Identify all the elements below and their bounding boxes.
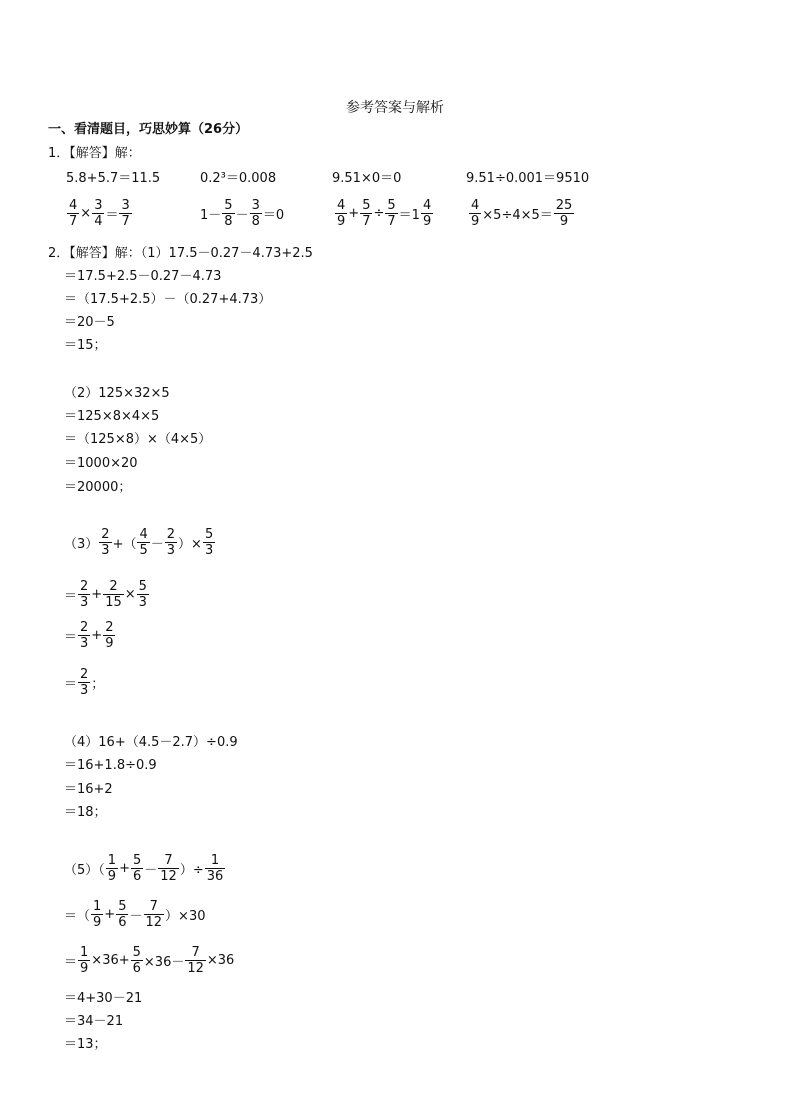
fraction-denominator: 12 xyxy=(187,961,204,976)
fraction-numerator: 5 xyxy=(118,899,127,914)
q2-p5-step-2 xyxy=(64,899,205,930)
q1-label: 1．【解答】解： xyxy=(48,146,141,161)
q1-calc-3: 9.51×0＝0 xyxy=(332,171,402,186)
q1-frac-calc-4 xyxy=(468,198,575,229)
expr-text: ）÷ xyxy=(179,863,204,878)
fraction xyxy=(99,527,111,558)
fraction xyxy=(158,853,179,884)
fraction xyxy=(78,945,90,976)
fraction-numerator: 5 xyxy=(132,853,142,868)
fraction-denominator: 36 xyxy=(206,869,224,884)
fraction-denominator: 7 xyxy=(362,214,371,229)
fraction xyxy=(137,579,149,610)
expr-text: ＝ xyxy=(105,208,119,223)
fraction-denominator: 4 xyxy=(94,214,103,229)
fraction-numerator: 25 xyxy=(555,198,573,213)
expr-text: × xyxy=(124,587,136,602)
fraction xyxy=(421,198,433,229)
fraction xyxy=(250,198,262,229)
fraction-denominator: 9 xyxy=(80,961,89,976)
fraction-denominator: 9 xyxy=(471,214,480,229)
expr-text: － xyxy=(144,863,158,878)
fraction xyxy=(78,579,90,610)
fraction xyxy=(78,620,90,651)
expr-text: ×36－ xyxy=(143,955,185,970)
fraction-denominator: 6 xyxy=(132,869,142,884)
fraction-denominator: 15 xyxy=(105,595,122,610)
fraction-numerator: 5 xyxy=(362,198,371,213)
expr-text: ）×30 xyxy=(165,909,206,924)
fraction xyxy=(106,853,118,884)
expr-text: － xyxy=(235,208,249,223)
expr-text: + xyxy=(348,206,360,221)
fraction-numerator: 4 xyxy=(422,198,432,213)
q1-frac-calc-2 xyxy=(200,198,284,229)
fraction-numerator: 2 xyxy=(80,667,89,682)
fraction-numerator: 7 xyxy=(164,853,173,868)
expr-text: ）× xyxy=(178,537,202,552)
fraction-denominator: 3 xyxy=(101,543,110,558)
fraction-denominator: 12 xyxy=(145,915,163,930)
expr-text: （3） xyxy=(64,537,99,552)
fraction-denominator: 3 xyxy=(166,543,176,558)
q1-frac-calc-3 xyxy=(334,198,434,229)
q2-p1-step-2: ＝（17.5+2.5）－（0.27+4.73） xyxy=(64,292,272,307)
fraction-numerator: 1 xyxy=(210,853,220,868)
expr-text: ； xyxy=(91,677,105,692)
fraction-numerator: 4 xyxy=(139,527,148,542)
fraction-numerator: 2 xyxy=(101,527,110,542)
fraction xyxy=(469,198,481,229)
q2-p1-step-4: ＝15； xyxy=(64,338,107,353)
q2-p3-step-4 xyxy=(64,667,104,698)
q2-p3-step-1 xyxy=(64,527,216,558)
fraction-numerator: 2 xyxy=(80,620,89,635)
fraction-numerator: 5 xyxy=(387,198,396,213)
q2-p5-step-6: ＝13； xyxy=(64,1037,107,1052)
fraction-denominator: 3 xyxy=(138,595,147,610)
q2-p4-step-1: （4）16+（4.5－2.7）÷0.9 xyxy=(64,735,238,750)
expr-text: － xyxy=(129,909,143,924)
fraction xyxy=(103,620,115,651)
expr-text: － xyxy=(150,537,164,552)
expr-text: ×5÷4×5＝ xyxy=(482,208,553,223)
fraction-numerator: 7 xyxy=(191,945,200,960)
expr-text: ×36 xyxy=(206,953,235,968)
fraction-numerator: 1 xyxy=(107,853,117,868)
q2-p4-step-3: ＝16+2 xyxy=(64,782,113,797)
expr-text: ＝ xyxy=(64,677,78,692)
fraction-numerator: 4 xyxy=(337,198,346,213)
expr-text: ×36+ xyxy=(91,953,130,968)
fraction-denominator: 9 xyxy=(422,214,432,229)
q2-label: 2．【解答】解：（1）17.5－0.27－4.73+2.5 xyxy=(48,246,313,261)
expr-text: ＝（ xyxy=(64,909,91,924)
fraction xyxy=(205,853,226,884)
fraction-denominator: 7 xyxy=(387,214,396,229)
expr-text: （5）（ xyxy=(64,863,105,878)
q2-p5-step-3 xyxy=(64,945,234,976)
fraction-denominator: 3 xyxy=(80,595,89,610)
q2-p5-step-1 xyxy=(64,853,226,884)
fraction-denominator: 8 xyxy=(224,214,233,229)
q2-p5-step-5: ＝34－21 xyxy=(64,1014,124,1029)
q2-p4-step-4: ＝18； xyxy=(64,805,107,820)
q2-p4-step-2: ＝16+1.8÷0.9 xyxy=(64,758,157,773)
fraction xyxy=(144,899,165,930)
fraction-denominator: 5 xyxy=(139,543,148,558)
fraction-denominator: 3 xyxy=(80,683,89,698)
fraction xyxy=(335,198,347,229)
expr-text: +（ xyxy=(112,537,137,552)
q1-calc-2: 0.2³＝0.008 xyxy=(200,171,277,186)
fraction-denominator: 9 xyxy=(107,869,117,884)
fraction xyxy=(131,945,143,976)
q2-p2-step-3: ＝（125×8）×（4×5） xyxy=(64,432,212,447)
fraction-denominator: 12 xyxy=(160,869,177,884)
fraction xyxy=(203,527,215,558)
expr-text: ÷ xyxy=(373,206,385,221)
fraction xyxy=(103,579,124,610)
fraction xyxy=(116,899,128,930)
q2-p2-step-5: ＝20000； xyxy=(64,480,132,495)
fraction-numerator: 7 xyxy=(149,899,158,914)
doc-title: 参考答案与解析 xyxy=(346,100,444,116)
q2-p2-step-2: ＝125×8×4×5 xyxy=(64,409,160,424)
expr-text: ＝0 xyxy=(262,208,285,223)
expr-text: × xyxy=(80,206,92,221)
expr-text: + xyxy=(119,861,130,876)
fraction xyxy=(91,899,103,930)
fraction xyxy=(185,945,206,976)
fraction xyxy=(165,527,177,558)
q2-p3-step-2 xyxy=(64,579,150,610)
fraction-numerator: 5 xyxy=(204,527,214,542)
fraction xyxy=(385,198,397,229)
fraction-denominator: 9 xyxy=(337,214,346,229)
fraction-numerator: 5 xyxy=(132,945,141,960)
fraction-denominator: 7 xyxy=(69,214,78,229)
fraction-numerator: 1 xyxy=(80,945,89,960)
fraction-numerator: 2 xyxy=(105,620,114,635)
fraction-numerator: 5 xyxy=(224,198,233,213)
fraction-denominator: 6 xyxy=(132,961,141,976)
q2-p2-step-4: ＝1000×20 xyxy=(64,456,138,471)
fraction xyxy=(119,198,131,229)
q1-calc-4: 9.51÷0.001＝9510 xyxy=(466,171,590,186)
fraction xyxy=(92,198,104,229)
fraction-numerator: 4 xyxy=(471,198,480,213)
section-heading: 一、看清题目，巧思妙算（26分） xyxy=(48,122,249,137)
expr-text: ＝ xyxy=(64,955,78,970)
fraction-numerator: 3 xyxy=(121,198,130,213)
fraction-denominator: 9 xyxy=(559,214,569,229)
fraction-denominator: 9 xyxy=(105,636,114,651)
expr-text: 1－ xyxy=(200,208,222,223)
q2-p3-step-3 xyxy=(64,620,116,651)
expr-text: ＝ xyxy=(64,630,78,645)
fraction-numerator: 1 xyxy=(93,899,102,914)
fraction xyxy=(360,198,372,229)
fraction-numerator: 4 xyxy=(69,198,78,213)
fraction-denominator: 3 xyxy=(204,543,214,558)
q2-p1-step-3: ＝20－5 xyxy=(64,315,115,330)
expr-text: ＝ xyxy=(64,589,78,604)
fraction xyxy=(67,198,79,229)
fraction-denominator: 9 xyxy=(93,915,102,930)
fraction-numerator: 2 xyxy=(109,579,118,594)
fraction-denominator: 7 xyxy=(121,214,130,229)
fraction-numerator: 2 xyxy=(166,527,176,542)
q2-p5-step-4: ＝4+30－21 xyxy=(64,991,143,1006)
fraction xyxy=(137,527,149,558)
fraction-numerator: 3 xyxy=(251,198,260,213)
expr-text: + xyxy=(104,907,116,922)
fraction-denominator: 3 xyxy=(80,636,89,651)
expr-text: ＝1 xyxy=(398,208,420,223)
fraction-numerator: 5 xyxy=(138,579,147,594)
fraction xyxy=(222,198,234,229)
fraction-numerator: 2 xyxy=(80,579,89,594)
fraction-numerator: 3 xyxy=(94,198,103,213)
q1-calc-1: 5.8+5.7＝11.5 xyxy=(66,171,161,186)
fraction xyxy=(131,853,143,884)
fraction-denominator: 8 xyxy=(251,214,260,229)
fraction xyxy=(78,667,90,698)
fraction-denominator: 6 xyxy=(118,915,127,930)
q1-frac-calc-1 xyxy=(66,198,133,229)
q2-p2-step-1: （2）125×32×5 xyxy=(64,386,170,401)
q2-p1-step-1: ＝17.5+2.5－0.27－4.73 xyxy=(64,269,222,284)
fraction xyxy=(554,198,575,229)
expr-text: + xyxy=(91,628,103,643)
expr-text: + xyxy=(91,587,103,602)
